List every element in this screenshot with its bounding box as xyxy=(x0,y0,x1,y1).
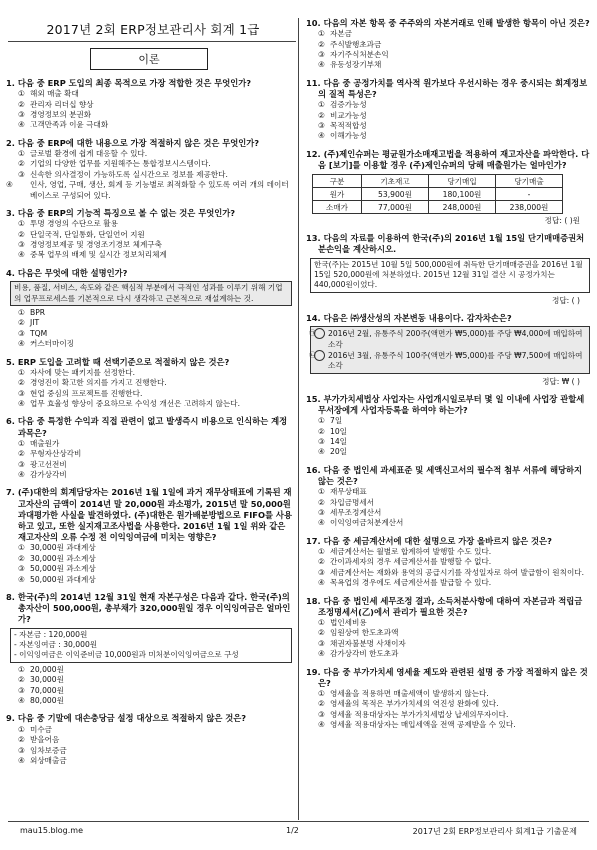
option-text: 차입금명세서 xyxy=(330,497,375,507)
answer-option xyxy=(6,240,292,250)
table-header-row xyxy=(313,175,563,188)
option-text: 10일 xyxy=(330,426,347,436)
option-text: 자사에 맞는 패키지를 선정한다. xyxy=(30,367,136,377)
option-text: 현업 중심의 프로젝트를 진행한다. xyxy=(30,388,143,398)
option-number: ③ xyxy=(18,459,25,469)
answer-option xyxy=(306,518,590,528)
option-number: ④ xyxy=(318,447,325,457)
option-number: ④ xyxy=(18,339,25,349)
option-number: ① xyxy=(318,100,325,110)
answer-option xyxy=(306,689,590,699)
answer-option xyxy=(306,699,590,709)
answer-option xyxy=(6,725,292,735)
option-number: ③ xyxy=(318,50,325,60)
table-header-cell: 당기매출 xyxy=(496,175,563,188)
option-number: ② xyxy=(318,110,325,120)
answer-option xyxy=(306,568,590,578)
option-text: 20,000원 xyxy=(30,664,64,674)
option-text: 기업의 다양한 업무를 지원해주는 통합정보시스템이다. xyxy=(30,159,211,169)
option-number: ③ xyxy=(18,328,25,338)
answer-option xyxy=(6,399,292,409)
answer-option xyxy=(6,696,292,706)
question-box: 한국(주)는 2015년 10월 5일 500,000원에 취득한 단기매매증권을 2016년 1월 15일 520,000원에 처분하였다. 2015년 12월 31일 결산 시 공정가치는 440,000원이었다. xyxy=(310,258,590,293)
answer-option xyxy=(6,318,292,328)
option-number: ② xyxy=(318,699,325,709)
option-text: 7일 xyxy=(330,416,343,426)
table-row xyxy=(313,201,563,214)
question-text: 17. 다음 중 세금계산서에 대한 설명으로 가장 올바르지 않은 것은? xyxy=(306,535,552,546)
question-text: 3. 다음 중 ERP의 기능적 특징으로 볼 수 없는 것은 무엇인가? xyxy=(6,208,236,219)
answer-blank: 정답: ( ) xyxy=(552,295,580,305)
question-text: 8. 한국(주)의 2014년 12월 31일 현재 자본구성은 다음과 같다. 한국(주)의 총자산이 500,000원, 총부채가 320,000원일 경우 이익잉여금은 얼마인가? xyxy=(6,592,291,625)
answer-option xyxy=(306,111,590,121)
answer-option xyxy=(6,686,292,696)
option-number: ③ xyxy=(18,685,25,695)
option-number: ① xyxy=(18,219,25,229)
answer-option xyxy=(306,437,590,447)
option-number: ② xyxy=(18,318,25,328)
option-number: ② xyxy=(18,159,25,169)
question-box: 비용, 품질, 서비스, 속도와 같은 핵심적 부분에서 극적인 성과를 이루기 위해 기업의 업무프로세스를 기본적으로 다시 생각하고 근본적으로 재설계하는 것. xyxy=(10,281,292,306)
table-cell: - xyxy=(496,188,563,201)
right-column xyxy=(306,18,590,818)
option-number: ④ xyxy=(318,578,325,588)
option-text: 업무 효율성 향상이 중요하므로 수익성 개선은 고려하지 않는다. xyxy=(30,398,241,408)
answer-option xyxy=(306,427,590,437)
option-number: ④ xyxy=(18,755,25,765)
answer-option xyxy=(6,746,292,756)
answer-option xyxy=(6,180,292,201)
option-text: 영세율의 목적은 부가가치세의 역진성 완화에 있다. xyxy=(330,699,499,709)
column-divider xyxy=(298,18,299,820)
option-number: ④ xyxy=(6,180,13,190)
footer-page-number: 1/2 xyxy=(286,826,299,835)
answer-option xyxy=(6,329,292,339)
question-text: 12. (주)제인슈퍼는 평균원가소매재고법을 적용하여 재고자산을 파악한다. 다음 [보기]를 이용할 경우 (주)제인슈퍼의 당해 매출원가는 얼마인가? xyxy=(306,148,590,171)
option-text: 50,000원 과대계상 xyxy=(30,574,96,584)
box-statement xyxy=(309,350,586,372)
answer-option xyxy=(306,649,590,659)
option-text: 주식발행초과금 xyxy=(330,39,382,49)
option-number: ④ xyxy=(318,649,325,659)
answer-option xyxy=(306,50,590,60)
table-header-cell: 기초재고 xyxy=(362,175,429,188)
section-label: 이론 xyxy=(90,48,208,70)
answer-option xyxy=(306,547,590,557)
option-text: 고객만족과 이윤 극대화 xyxy=(30,120,109,130)
option-number: ③ xyxy=(318,709,325,719)
table-cell: 248,000원 xyxy=(429,201,496,214)
option-number: ① xyxy=(318,618,325,628)
option-number: ③ xyxy=(318,436,325,446)
option-text: 70,000원 xyxy=(30,685,64,695)
option-number: ③ xyxy=(18,110,25,120)
table-cell: 77,000원 xyxy=(362,201,429,214)
option-number: ② xyxy=(318,557,325,567)
option-text: 세금계산서는 재화와 용역의 공급시기를 작성일자로 하여 발급함이 원칙이다. xyxy=(330,567,585,577)
option-text: 투명 경영의 수단으로 활용 xyxy=(30,219,118,229)
option-text: 감가상각비 한도초과 xyxy=(330,649,399,659)
option-number: ③ xyxy=(318,638,325,648)
answer-option xyxy=(6,110,292,120)
option-text: 이해가능성 xyxy=(330,131,367,141)
option-number: ① xyxy=(18,724,25,734)
question-block xyxy=(306,149,590,226)
option-text: 목적적합성 xyxy=(330,121,367,131)
option-text: 관리자 리더십 향상 xyxy=(30,99,94,109)
option-number: ① xyxy=(18,438,25,448)
option-text: 50,000원 과소계상 xyxy=(30,564,96,574)
option-number: ④ xyxy=(18,120,25,130)
option-text: 해외 매출 확대 xyxy=(30,89,79,99)
option-number: ③ xyxy=(318,507,325,517)
table-cell: 238,000원 xyxy=(496,201,563,214)
answer-option xyxy=(306,578,590,588)
answer-option xyxy=(6,159,292,169)
option-text: 30,000원 과소계상 xyxy=(30,553,96,563)
answer-option xyxy=(6,575,292,585)
box-statement xyxy=(309,328,586,350)
statement-marker: ㉠ xyxy=(314,328,325,339)
question-text: 13. 다음의 자료를 이용하여 한국(주)의 2016년 1월 15일 단기매매증권처분손익을 계산하시오. xyxy=(306,233,585,255)
question-text: 10. 다음의 자본 항목 중 주주와의 자본거래로 인해 발생한 항목이 아닌 것은? xyxy=(306,18,590,28)
option-text: JIT xyxy=(30,318,40,328)
option-number: ③ xyxy=(318,567,325,577)
option-text: 미수금 xyxy=(30,724,53,734)
option-number: ③ xyxy=(18,240,25,250)
option-text: 이익잉여금처분계산서 xyxy=(330,518,404,528)
answer-option xyxy=(6,170,292,180)
option-text: BPR xyxy=(30,307,46,317)
answer-option xyxy=(6,339,292,349)
question-block xyxy=(6,208,292,261)
answer-option xyxy=(306,710,590,720)
option-number: ② xyxy=(18,378,25,388)
table-cell: 원가 xyxy=(313,188,362,201)
table-header-cell: 구분 xyxy=(313,175,362,188)
option-number: ③ xyxy=(18,745,25,755)
title-underline xyxy=(8,41,296,42)
option-text: 재무상태표 xyxy=(330,487,367,497)
question-block xyxy=(6,487,292,585)
question-block xyxy=(306,465,590,529)
answer-option xyxy=(6,460,292,470)
answer-option xyxy=(6,756,292,766)
answer-blank: 정답: ( )원 xyxy=(544,216,580,226)
table-cell: 소매가 xyxy=(313,201,362,214)
option-number: ④ xyxy=(318,131,325,141)
option-text: 20일 xyxy=(330,447,347,457)
question-text: 7. (주)대한의 회계담당자는 2016년 1월 1일에 과거 재무상태표에 기록된 재고자산의 금액이 2014년 말 20,000원 과소평가, 2015년 말 50,000원 과대평가한 사실을 발견하였다. (주)대한은 원가배분방법으로 FIFO를 사용하고 있고, 또한 실지재고조사법을 사용한다. 2016년 1월 1일 위와 같은 재고자산의 오류 수정 전 이익잉여금에 미치는 영향은? xyxy=(6,487,292,543)
option-number: ② xyxy=(318,426,325,436)
footer-exam-title: 2017년 2회 ERP정보관리사 회계1급 기출문제 xyxy=(412,827,577,836)
footer-url: mau15.blog.me xyxy=(20,826,84,835)
option-text: 외상매출금 xyxy=(30,755,67,765)
answer-option xyxy=(306,508,590,518)
question-text: 2. 다음 중 ERP에 대한 내용으로 가장 적절하지 않은 것은 무엇인가? xyxy=(6,137,260,148)
statement-marker: ㉡ xyxy=(314,350,325,361)
option-number: ③ xyxy=(18,169,25,179)
question-text: 1. 다음 중 ERP 도입의 최종 목적으로 가장 적합한 것은 무엇인가? xyxy=(6,78,252,88)
question-text: 11. 다음 중 공정가치를 역사적 원가보다 우선시하는 경우 중시되는 회계정보의 질적 특성은? xyxy=(306,77,588,100)
option-text: 임원상여 한도초과액 xyxy=(330,628,399,638)
option-text: 임차보증금 xyxy=(30,745,67,755)
answer-option xyxy=(6,120,292,130)
answer-option xyxy=(306,447,590,457)
option-number: ① xyxy=(318,546,325,556)
table-cell: 180,100원 xyxy=(429,188,496,201)
option-number: ④ xyxy=(318,518,325,528)
answer-blank: 정답: ₩ ( ) xyxy=(542,376,580,386)
option-text: 자기주식처분손익 xyxy=(330,50,389,60)
option-text: 채권자불분명 사채이자 xyxy=(330,638,406,648)
question-box xyxy=(10,628,292,663)
option-text: 감가상각비 xyxy=(30,469,67,479)
question-text: 19. 다음 중 부가가치세 영세율 제도와 관련된 설명 중 가장 적절하지 않은 것은? xyxy=(306,666,588,688)
answer-option xyxy=(6,439,292,449)
table-cell: 53,900원 xyxy=(362,188,429,201)
option-text: 받을어음 xyxy=(30,735,60,745)
option-number: ③ xyxy=(18,388,25,398)
option-text: 매출원가 xyxy=(30,438,60,448)
option-text: 30,000원 과대계상 xyxy=(30,543,96,553)
option-number: ④ xyxy=(18,696,25,706)
option-number: ① xyxy=(18,307,25,317)
option-text: 80,000원 xyxy=(30,696,64,706)
question-block xyxy=(306,667,590,731)
answer-option xyxy=(6,665,292,675)
answer-option xyxy=(6,368,292,378)
answer-option xyxy=(6,89,292,99)
statement-text: 2016년 3월, 유통주식 100주(액면가 ₩5,000)를 주당 ₩7,500에 매입하여 소각 xyxy=(328,350,583,371)
question-block xyxy=(6,357,292,410)
answer-option xyxy=(306,100,590,110)
option-text: 커스터마이징 xyxy=(30,339,75,349)
option-text: 14일 xyxy=(330,436,347,446)
option-text: 검증가능성 xyxy=(330,100,367,110)
option-text: TQM xyxy=(30,328,48,338)
question-block xyxy=(306,394,590,458)
option-number: ① xyxy=(18,149,25,159)
answer-option xyxy=(306,720,590,730)
page-title: 2017년 2회 ERP정보관리사 회계 1급 xyxy=(46,22,260,37)
question-block xyxy=(306,313,590,387)
question-text: 14. 다음은 ㈜생산성의 자본변동 내용이다. 감자차손은? xyxy=(306,312,512,323)
answer-option xyxy=(306,121,590,131)
data-table xyxy=(312,174,563,214)
question-block xyxy=(6,416,292,480)
table-header-cell: 당기매입 xyxy=(429,175,496,188)
answer-option xyxy=(306,557,590,567)
option-text: 경영진이 확고한 의지를 가지고 진행한다. xyxy=(30,378,167,388)
option-number: ① xyxy=(318,487,325,497)
option-text: 세무조정계산서 xyxy=(330,507,382,517)
option-number: ② xyxy=(18,99,25,109)
option-number: ② xyxy=(18,553,25,563)
question-block xyxy=(6,138,292,201)
question-text: 9. 다음 중 기말에 대손충당금 설정 대상으로 적절하지 않은 것은? xyxy=(6,713,247,724)
option-number: ④ xyxy=(18,250,25,260)
question-block xyxy=(306,536,590,589)
option-text: 중복 업무의 배제 및 실시간 정보처리체계 xyxy=(30,250,167,260)
option-text: 목욕업의 경우에도 세금계산서를 발급할 수 있다. xyxy=(330,578,492,588)
question-text: 18. 다음 중 법인세 세무조정 결과, 소득처분사항에 대하여 자본금과 적립금조정명세서(乙)에서 관리가 필요한 것은? xyxy=(306,595,583,617)
answer-option xyxy=(6,543,292,553)
answer-option xyxy=(6,389,292,399)
answer-option xyxy=(6,675,292,685)
answer-option xyxy=(306,628,590,638)
question-text: 15. 부가가치세법상 사업자는 사업개시일로부터 몇 일 이내에 사업장 관할세무서장에게 사업자등록을 하여야 하는가? xyxy=(306,393,585,415)
option-number: ④ xyxy=(18,469,25,479)
question-block xyxy=(6,592,292,706)
question-block xyxy=(6,268,292,350)
option-number: ① xyxy=(318,29,325,39)
option-text: 신속한 의사결정이 가능하도록 실시간으로 정보를 제공한다. xyxy=(30,169,228,179)
option-text: 세금계산서는 월별로 합계하여 발행할 수도 있다. xyxy=(330,546,492,556)
question-text: 6. 다음 중 특정한 수익과 직접 관련이 없고 발생즉시 비용으로 인식하는 계정과목은? xyxy=(6,416,288,438)
option-number: ② xyxy=(18,229,25,239)
option-number: ② xyxy=(318,628,325,638)
option-number: ② xyxy=(318,39,325,49)
option-text: 법인세비용 xyxy=(330,618,367,628)
option-text: 무형자산상각비 xyxy=(30,449,82,459)
question-text: 16. 다음 중 법인세 과세표준 및 세액신고서의 필수적 첨부 서류에 해당하지 않는 것은? xyxy=(306,464,583,486)
option-number: ① xyxy=(18,543,25,553)
answer-option xyxy=(6,564,292,574)
option-number: ② xyxy=(18,675,25,685)
answer-option xyxy=(306,639,590,649)
question-block xyxy=(306,18,590,71)
option-number: ③ xyxy=(318,121,325,131)
answer-option xyxy=(6,378,292,388)
question-box xyxy=(310,326,590,374)
option-text: 유동성장기부채 xyxy=(330,60,382,70)
answer-option xyxy=(6,230,292,240)
answer-option xyxy=(306,487,590,497)
option-text: 자본금 xyxy=(330,29,353,39)
option-number: ④ xyxy=(318,60,325,70)
left-column xyxy=(6,44,292,818)
option-text: 간이과세자의 경우 세금계산서를 발행할 수 없다. xyxy=(330,557,492,567)
option-number: ④ xyxy=(18,574,25,584)
table-row xyxy=(313,188,563,201)
answer-option xyxy=(306,40,590,50)
option-number: ① xyxy=(18,89,25,99)
question-text: 4. 다음은 무엇에 대한 설명인가? xyxy=(6,267,128,278)
statement-text: 2016년 2월, 유통주식 200주(액면가 ₩5,000)를 주당 ₩4,000에 매입하여 소각 xyxy=(328,329,583,349)
answer-option xyxy=(6,149,292,159)
option-number: ③ xyxy=(18,564,25,574)
answer-option xyxy=(306,416,590,426)
box-line: - 이익잉여금은 이익준비금 10,000원과 미처분이익잉여금으로 구성 xyxy=(14,650,239,660)
option-number: ① xyxy=(18,664,25,674)
option-number: ① xyxy=(18,367,25,377)
option-text: 30,000원 xyxy=(30,675,64,685)
answer-option xyxy=(306,29,590,39)
answer-option xyxy=(306,618,590,628)
option-number: ① xyxy=(318,416,325,426)
option-number: ① xyxy=(318,689,325,699)
answer-option xyxy=(306,498,590,508)
box-line: - 자본금 : 120,000원 xyxy=(14,629,88,639)
answer-option xyxy=(6,554,292,564)
option-text: 단일국적, 단일통화, 단일언어 지원 xyxy=(30,229,145,239)
answer-option xyxy=(6,250,292,260)
option-text: 영세율 적용대상자는 부가가치세법상 납세의무자이다. xyxy=(330,709,509,719)
answer-option xyxy=(6,100,292,110)
question-block xyxy=(6,78,292,131)
answer-option xyxy=(6,470,292,480)
option-number: ② xyxy=(18,735,25,745)
answer-option xyxy=(6,308,292,318)
question-block xyxy=(306,233,590,306)
option-number: ④ xyxy=(318,720,325,730)
option-text: 영세율 적용대상자는 매입세액을 전액 공제받을 수 있다. xyxy=(330,720,516,730)
question-block xyxy=(306,78,590,142)
option-text: 비교가능성 xyxy=(330,110,367,120)
question-text: 5. ERP 도입을 고려할 때 선택기준으로 적절하지 않은 것은? xyxy=(6,356,230,367)
question-block xyxy=(6,713,292,766)
option-text: 경영정보의 분권화 xyxy=(30,110,92,120)
option-text: 광고선전비 xyxy=(30,459,67,469)
answer-option xyxy=(6,219,292,229)
answer-option xyxy=(306,60,590,70)
answer-option xyxy=(6,735,292,745)
option-text: 인사, 영업, 구매, 생산, 회계 등 기능별로 최적화할 수 있도록 여러 개의 데이터베이스로 구성되어 있다. xyxy=(30,180,289,200)
box-line: - 자본잉여금 : 30,000원 xyxy=(14,640,98,650)
option-text: 글로벌 환경에 쉽게 대응할 수 있다. xyxy=(30,149,148,159)
footer-rule xyxy=(8,821,589,822)
option-number: ④ xyxy=(18,398,25,408)
question-block xyxy=(306,596,590,660)
answer-option xyxy=(6,449,292,459)
option-number: ② xyxy=(318,497,325,507)
answer-option xyxy=(306,131,590,141)
option-number: ② xyxy=(18,449,25,459)
option-text: 영세율을 적용하면 매출세액이 발생하지 않는다. xyxy=(330,689,489,699)
option-text: 경영정보제공 및 경영조기경보 체계구축 xyxy=(30,240,162,250)
